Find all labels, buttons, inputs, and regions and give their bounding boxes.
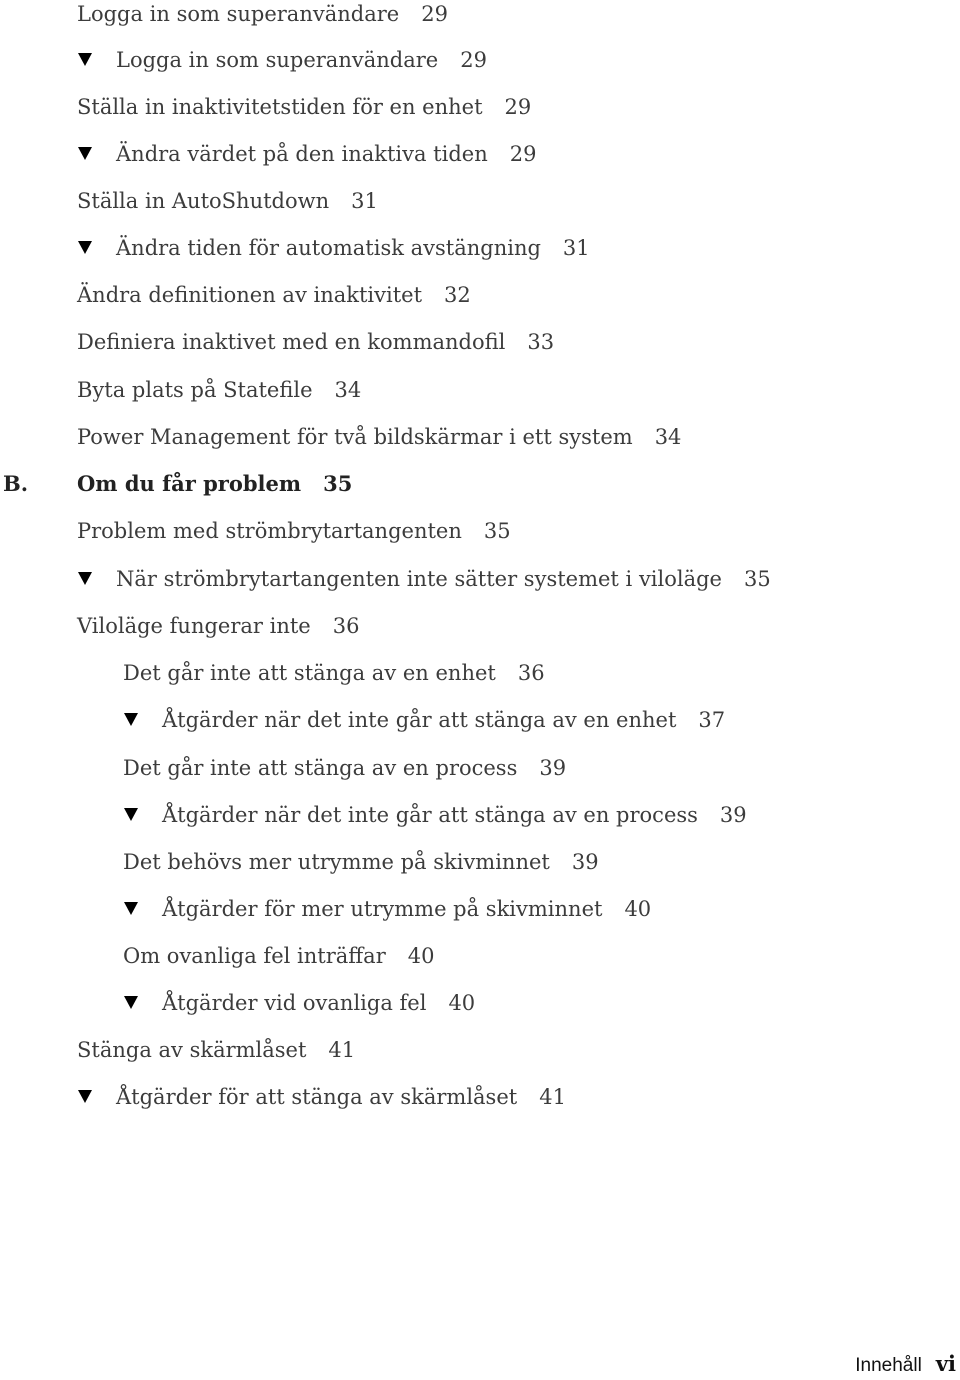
toc-entry-title: Åtgärder vid ovanliga fel xyxy=(162,991,427,1015)
toc-chapter-entry[interactable] xyxy=(77,470,352,498)
toc-entry-title: Byta plats på Statefile xyxy=(77,378,313,402)
toc-entry-title: Åtgärder när det inte går att stänga av en process xyxy=(162,803,698,827)
toc-entry[interactable] xyxy=(77,328,554,356)
toc-entry[interactable] xyxy=(123,754,566,782)
toc-entry-page: 31 xyxy=(562,236,590,260)
toc-entry-title: Problem med strömbrytartangenten xyxy=(77,519,462,543)
toc-entry-title: När strömbrytartangenten inte sätter systemet i viloläge xyxy=(116,567,722,591)
toc-entry[interactable] xyxy=(77,423,681,451)
toc-entry-title: Ställa in AutoShutdown xyxy=(77,189,330,213)
toc-entry-page: 36 xyxy=(517,661,545,685)
toc-entry-page: 34 xyxy=(334,378,362,402)
toc-entry-title: Ändra värdet på den inaktiva tiden xyxy=(116,142,488,166)
toc-entry[interactable] xyxy=(162,801,747,829)
toc-entry-page: 35 xyxy=(323,471,353,496)
toc-entry-title: Åtgärder när det inte går att stänga av en enhet xyxy=(162,708,677,732)
task-triangle-icon xyxy=(78,572,92,585)
toc-entry[interactable] xyxy=(77,517,511,545)
toc-entry[interactable] xyxy=(116,1083,566,1111)
toc-entry-title: Det går inte att stänga av en enhet xyxy=(123,661,496,685)
page-footer xyxy=(855,1350,956,1380)
toc-entry-page: 29 xyxy=(460,48,487,72)
task-triangle-icon xyxy=(124,996,138,1009)
task-triangle-icon xyxy=(78,147,92,160)
toc-entry[interactable] xyxy=(77,187,378,215)
toc-entry-page: 31 xyxy=(351,189,378,213)
toc-entry-title: Definiera inaktivet med en kommandofil xyxy=(77,330,506,354)
toc-entry-title: Om du får problem xyxy=(77,471,302,496)
toc-entry[interactable] xyxy=(123,659,545,687)
toc-entry[interactable] xyxy=(162,989,475,1017)
toc-entry[interactable] xyxy=(77,1036,355,1064)
toc-entry[interactable] xyxy=(77,376,361,404)
toc-entry[interactable] xyxy=(77,612,359,640)
footer-section-label: Innehåll xyxy=(855,1355,922,1376)
toc-entry-page: 41 xyxy=(328,1038,356,1062)
toc-entry-page: 40 xyxy=(448,991,476,1015)
toc-entry-title: Stänga av skärmlåset xyxy=(77,1038,307,1062)
toc-entry-title: Om ovanliga fel inträffar xyxy=(123,944,386,968)
task-triangle-icon xyxy=(78,241,92,254)
toc-entry-page: 33 xyxy=(527,330,555,354)
toc-entry[interactable] xyxy=(123,848,599,876)
task-triangle-icon xyxy=(124,713,138,726)
toc-entry-title: Logga in som superanvändare xyxy=(77,2,400,26)
toc-entry[interactable] xyxy=(116,234,590,262)
toc-entry[interactable] xyxy=(162,895,651,923)
toc-entry-title: Logga in som superanvändare xyxy=(116,48,439,72)
footer-page-number: vi xyxy=(935,1351,956,1376)
toc-entry[interactable] xyxy=(77,281,471,309)
chapter-number: B. xyxy=(3,471,29,496)
toc-entry-page: 35 xyxy=(483,519,511,543)
toc-entry-title: Åtgärder för mer utrymme på skivminnet xyxy=(162,897,603,921)
task-triangle-icon xyxy=(124,808,138,821)
toc-entry[interactable] xyxy=(123,942,434,970)
toc-entry-page: 39 xyxy=(719,803,747,827)
task-triangle-icon xyxy=(78,53,92,66)
toc-entry[interactable] xyxy=(116,565,771,593)
toc-entry-title: Viloläge fungerar inte xyxy=(77,614,311,638)
toc-entry-page: 39 xyxy=(571,850,599,874)
toc-entry[interactable] xyxy=(162,706,725,734)
toc-entry[interactable] xyxy=(77,0,448,28)
toc-entry[interactable] xyxy=(77,93,531,121)
toc-entry-title: Det behövs mer utrymme på skivminnet xyxy=(123,850,550,874)
toc-entry-page: 34 xyxy=(654,425,682,449)
toc-entry-title: Åtgärder för att stänga av skärmlåset xyxy=(116,1085,518,1109)
toc-entry-title: Power Management för två bildskärmar i ett system xyxy=(77,425,633,449)
toc-entry-page: 40 xyxy=(407,944,435,968)
toc-entry-title: Ändra definitionen av inaktivitet xyxy=(77,283,423,307)
toc-entry-page: 32 xyxy=(444,283,471,307)
toc-entry[interactable] xyxy=(116,46,487,74)
toc-entry-page: 29 xyxy=(421,2,448,26)
toc-entry-page: 36 xyxy=(332,614,360,638)
toc-entry-page: 41 xyxy=(539,1085,566,1109)
toc-entry[interactable] xyxy=(116,140,536,168)
toc-entry-title: Ändra tiden för automatisk avstängning xyxy=(116,236,541,260)
toc-entry-title: Ställa in inaktivitetstiden för en enhet xyxy=(77,95,483,119)
toc-entry-title: Det går inte att stänga av en process xyxy=(123,756,518,780)
toc-entry-page: 35 xyxy=(744,567,771,591)
task-triangle-icon xyxy=(78,1090,92,1103)
toc-entry-page: 29 xyxy=(504,95,532,119)
toc-entry-page: 29 xyxy=(509,142,537,166)
toc-entry-page: 39 xyxy=(539,756,567,780)
task-triangle-icon xyxy=(124,902,138,915)
toc-entry-page: 37 xyxy=(698,708,726,732)
toc-entry-page: 40 xyxy=(624,897,652,921)
